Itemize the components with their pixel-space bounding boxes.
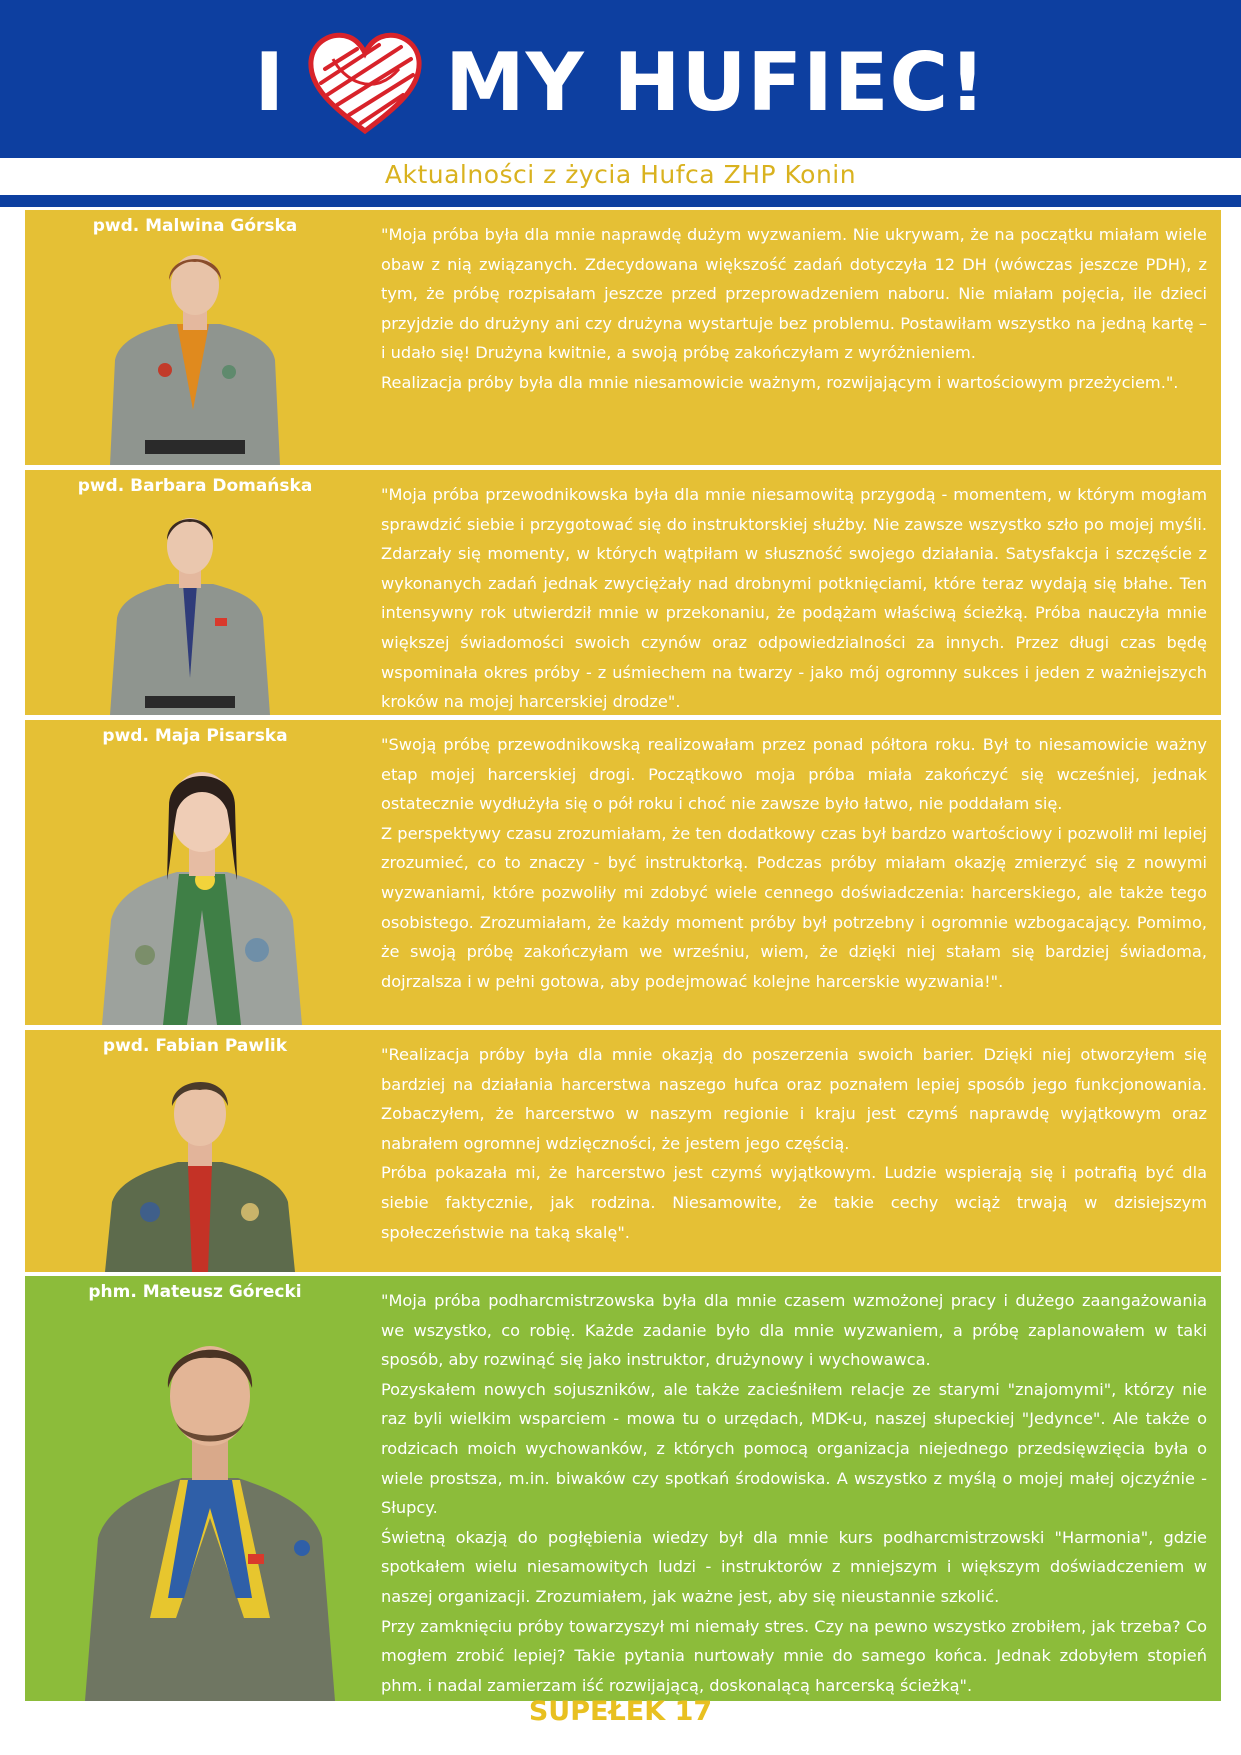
profile-left-column [25, 720, 365, 1025]
title-left: I [254, 36, 286, 129]
profile-left-column [25, 1276, 365, 1701]
profile-card [25, 1276, 1221, 1701]
quote-paragraph: "Realizacja próby była dla mnie okazją do poszerzenia swoich barier. Dzięki niej otworzyłem się bardziej na działania harcerstwa naszego hufca oraz poznałem lepiej sposób jego funkcjonowania. Zobaczyłem, że harcerstwo w naszym regionie i kraju jest czymś naprawdę wyjątkowym oraz nabrałem ogromnej wdzięczności, że jestem jego częścią. [381, 1045, 1207, 1153]
quote-paragraph: Realizacja próby była dla mnie niesamowicie ważnym, rozwijającym i wartościowym przeżyciem.". [381, 372, 1179, 392]
portrait-photo [105, 498, 275, 715]
profile-name: pwd. Malwina Górska [92, 216, 298, 236]
profile-name: phm. Mateusz Górecki [88, 1282, 302, 1302]
profile-card [25, 1030, 1221, 1272]
subtitle-band [0, 158, 1241, 192]
masthead-banner [0, 0, 1241, 158]
quote-paragraph: Próba pokazała mi, że harcerstwo jest czymś wyjątkowym. Ludzie wspierają się i potrafią być dla siebie faktycznie, jak rodzina. Niesamowite, że takie cechy wciąż trwają w dzisiejszym społeczeństwie na taką skalę". [381, 1163, 1207, 1242]
profile-quote [381, 1040, 1207, 1247]
quote-paragraph: "Moja próba była dla mnie naprawdę dużym wyzwaniem. Nie ukrywam, że na początku miałam wiele obaw z nią związanych. Zdecydowana większość zadań dotyczyła 12 DH (wówczas jeszcze PDH), z tym, że próbę rozpisałam jeszcze przed przeprowadzeniem naboru. Nie miałam pojęcia, ile dzieci przyjdzie do drużyny ani czy drużyna wystartuje bez problemu. Postawiłam wszystko na jedną kartę – i udało się! Drużyna kwitnie, a swoją próbę zakończyłam z wyróżnieniem. [381, 225, 1207, 363]
profile-left-column [25, 470, 365, 715]
quote-paragraph: "Swoją próbę przewodnikowską realizowałam przez ponad półtora roku. Był to niesamowicie ważny etap mojej harcerskiej drogi. Początkowo moja próba miała zakończyć się wcześniej, jednak ostatecznie wydłużyła się o pół roku i choć nie zawsze było łatwo, nie poddałam się. [381, 735, 1207, 814]
quote-paragraph: "Moja próba przewodnikowska była dla mnie niesamowitą przygodą - momentem, w którym mogłam sprawdzić siebie i przygotować się do instruktorskiej służby. Nie zawsze wszystko szło po mojej myśli. Zdarzały się momenty, w których wątpiłam w słuszność swojego działania. Satysfakcja i szczęście z wykonanych zadań jednak zwyciężały nad drobnymi potknięciami, które teraz wydają się błahe. Ten intensywny rok utwierdził mnie w przekonaniu, że podążam właściwą ścieżką. Próba nauczyła mnie większej świadomości swoich czynów oraz odpowiedzialności za innych. Przez długi czas będę wspominała okres próby - z uśmiechem na twarzy - jako mój ogromny sukces i jeden z ważniejszych kroków na mojej harcerskiej drodze". [381, 485, 1207, 712]
quote-paragraph: Pozyskałem nowych sojuszników, ale także zacieśniłem relacje ze starymi "znajomymi", którzy nie raz byli wielkim wsparciem - mowa tu o urzędach, MDK-u, naszej słupeckiej "Jedynce". Ale także o rodzicach moich wychowanków, z których pomocą organizacja niejednego przedsięwzięcia była o wiele prostsza, m.in. biwaków czy spotkań środowiska. A wszystko z myślą o mojej małej ojczyźnie - Słupcy. [381, 1379, 1207, 1518]
portrait-photo [97, 750, 307, 1025]
profile-left-column [25, 1030, 365, 1272]
profile-name: pwd. Maja Pisarska [102, 726, 288, 746]
divider-rule [0, 195, 1241, 207]
quote-paragraph: Świetną okazją do pogłębienia wiedzy był dla mnie kurs podharcmistrzowski "Harmonia", gdzie spotkałem wielu niesamowitych ludzi - instruktorów z mniejszym i większym doświadczeniem w naszej organizacji. Zrozumiałem, jak ważne jest, aby się nieustannie szkolić. [381, 1527, 1207, 1606]
profile-name: pwd. Fabian Pawlik [102, 1036, 288, 1056]
quote-paragraph: Przy zamknięciu próby towarzyszył mi niemały stres. Czy na pewno wszystko zrobiłem, jak trzeba? Co mogłem zrobić lepiej? Takie pytania nurtowały mnie do samego końca. Jednak zdobyłem stopień phm. i nadal zamierzam iść rozwijającą, doskonalącą harcerską ścieżką". [381, 1616, 1207, 1695]
portrait-photo [100, 1062, 300, 1272]
profile-quote [381, 220, 1207, 398]
profile-quote [381, 1286, 1207, 1700]
portrait-photo [80, 1318, 340, 1701]
profile-card [25, 210, 1221, 465]
quote-paragraph: "Moja próba podharcmistrzowska była dla mnie czasem wzmożonej pracy i dużego zaangażowania we wszystko, co robię. Każde zadanie było dla mnie wyzwaniem, a próbę zaplanowałem w taki sposób, aby rozwinąć się jako instruktor, drużynowy i wychowawca. [381, 1291, 1207, 1370]
footer-issue-label: SUPEŁEK 17 [528, 1696, 713, 1727]
quote-paragraph: Z perspektywy czasu zrozumiałam, że ten dodatkowy czas był bardzo wartościowy i pozwolił mi lepiej zrozumieć, co to znaczy - być instruktorką. Podczas próby miałam okazję zmierzyć się z nowymi wyzwaniami, które pozwoliły mi zdobyć wiele cennego doświadczenia: harcerskiego, ale także tego osobistego. Zrozumiałam, że każdy moment próby był potrzebny i ogromnie wzbogacający. Pomimo, że swoją próbę zakończyłam we wrześniu, wiem, że dzięki niej stałam się bardziej świadoma, dojrzalsza i w pełni gotowa, aby podejmować kolejne harcerskie wyzwania!". [381, 823, 1207, 991]
profile-quote [381, 480, 1207, 717]
profile-name: pwd. Barbara Domańska [77, 476, 313, 496]
profile-quote [381, 730, 1207, 996]
title-right: MY HUFIEC! [445, 36, 987, 129]
masthead-title [254, 29, 986, 137]
heart-icon [303, 29, 427, 137]
profile-card [25, 470, 1221, 715]
portrait-photo [105, 240, 285, 465]
profile-left-column [25, 210, 365, 465]
profile-card [25, 720, 1221, 1025]
subtitle: Aktualności z życia Hufca ZHP Konin [384, 160, 857, 189]
